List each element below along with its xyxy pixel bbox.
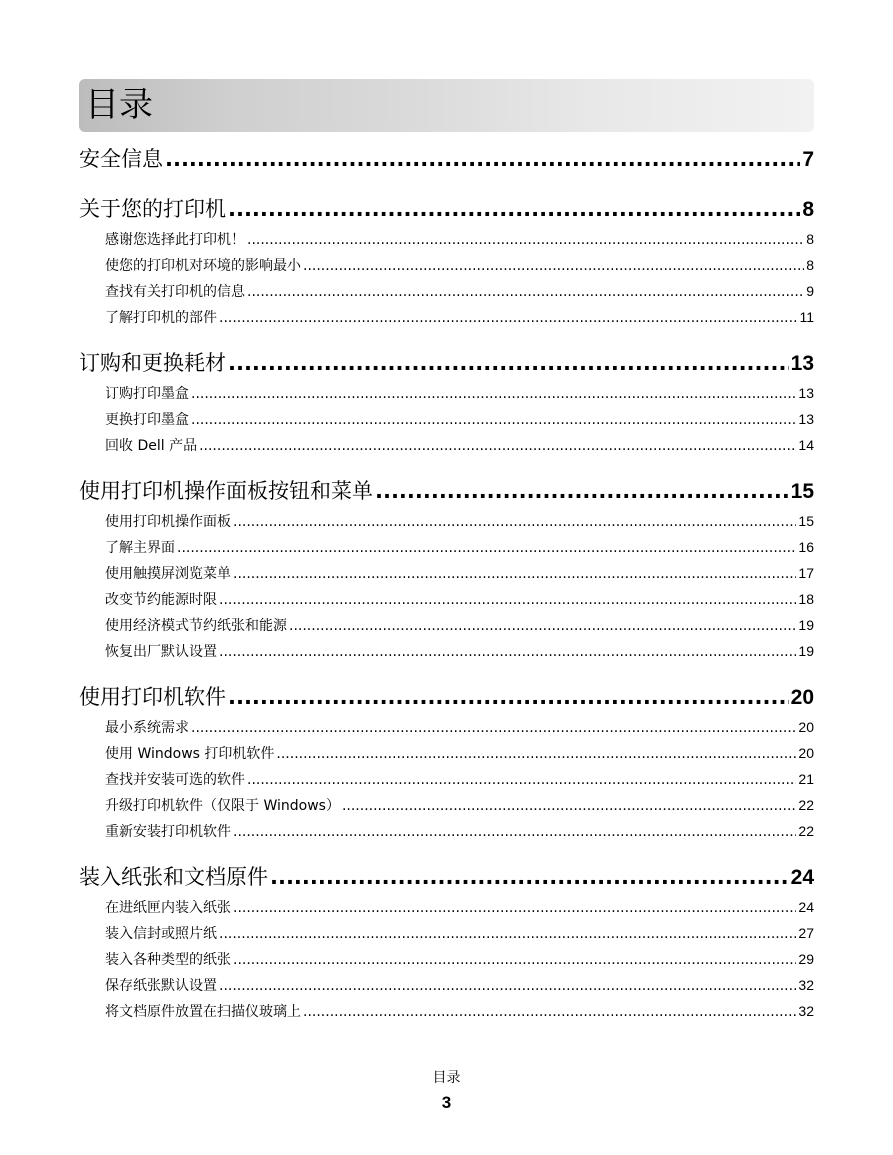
entry-page: 24 (798, 899, 814, 915)
entry-title: 回收 Dell 产品 (105, 438, 198, 454)
entry-page: 27 (798, 925, 814, 941)
dot-leader (247, 227, 804, 252)
toc-entry-row[interactable] (79, 560, 814, 586)
entry-title: 使用经济模式节约纸张和能源 (105, 618, 287, 634)
entry-title: 了解打印机的部件 (105, 310, 217, 326)
toc-section (79, 474, 814, 664)
toc-entry-row[interactable] (79, 278, 814, 304)
toc-entry-row[interactable] (79, 946, 814, 972)
dot-leader (270, 860, 789, 894)
toc-entry-row[interactable] (79, 304, 814, 330)
toc-entry-row[interactable] (79, 998, 814, 1024)
entry-title: 查找并安装可选的软件 (105, 772, 245, 788)
toc-entry-row[interactable] (79, 534, 814, 560)
entry-page: 18 (798, 591, 814, 607)
entry-title: 感谢您选择此打印机！ (105, 232, 245, 248)
toc-chapter-row[interactable] (79, 346, 814, 380)
dot-leader (276, 741, 796, 766)
toc-entry-row[interactable] (79, 638, 814, 664)
entry-page: 32 (798, 1003, 814, 1019)
toc-entry-row[interactable] (79, 508, 814, 534)
chapter-title: 关于您的打印机 (79, 197, 226, 221)
dot-leader (342, 793, 796, 818)
entry-page: 15 (798, 513, 814, 529)
entry-title: 将文档原件放置在扫描仪玻璃上 (105, 1004, 301, 1020)
entry-title: 重新安装打印机软件 (105, 824, 231, 840)
chapter-title: 安全信息 (79, 147, 163, 171)
entry-title: 装入信封或照片纸 (105, 926, 217, 942)
toc-section (79, 142, 814, 176)
chapter-page: 20 (790, 686, 814, 709)
entry-page: 8 (806, 257, 814, 273)
entry-title: 使您的打印机对环境的影响最小 (105, 258, 301, 274)
toc-section (79, 860, 814, 1024)
chapter-title: 使用打印机软件 (79, 685, 226, 709)
chapter-title: 装入纸张和文档原件 (79, 865, 268, 889)
entry-page: 20 (798, 719, 814, 735)
entry-page: 19 (798, 643, 814, 659)
dot-leader (233, 947, 796, 972)
entry-title: 保存纸张默认设置 (105, 978, 217, 994)
toc-entry-row[interactable] (79, 740, 814, 766)
entry-page: 21 (798, 771, 814, 787)
dot-leader (303, 253, 804, 278)
entry-page: 32 (798, 977, 814, 993)
toc-entry-row[interactable] (79, 714, 814, 740)
toc-entry-row[interactable] (79, 586, 814, 612)
chapter-page: 24 (790, 866, 814, 889)
dot-leader (219, 639, 796, 664)
dot-leader (219, 305, 797, 330)
toc-chapter-row[interactable] (79, 680, 814, 714)
dot-leader (165, 142, 800, 176)
toc-chapter-row[interactable] (79, 142, 814, 176)
dot-leader (228, 192, 800, 226)
dot-leader (191, 407, 796, 432)
footer-label: 目录 (432, 1070, 461, 1086)
dot-leader (219, 587, 796, 612)
dot-leader (233, 561, 796, 586)
entry-title: 装入各种类型的纸张 (105, 952, 231, 968)
entry-page: 13 (798, 385, 814, 401)
chapter-page: 8 (802, 198, 814, 221)
toc-entry-row[interactable] (79, 894, 814, 920)
entry-title: 在进纸匣内装入纸张 (105, 900, 231, 916)
entry-title: 订购打印墨盒 (105, 386, 189, 402)
toc-entry-row[interactable] (79, 766, 814, 792)
page-title: 目录 (85, 85, 153, 125)
entry-title: 查找有关打印机的信息 (105, 284, 245, 300)
toc-entry-row[interactable] (79, 792, 814, 818)
entry-title: 了解主界面 (105, 540, 175, 556)
dot-leader (228, 680, 789, 714)
dot-leader (247, 767, 796, 792)
dot-leader (191, 381, 796, 406)
dot-leader (228, 346, 789, 380)
page-number: 3 (441, 1093, 452, 1112)
dot-leader (233, 819, 796, 844)
entry-page: 14 (798, 437, 814, 453)
chapter-page: 13 (790, 352, 814, 375)
toc-chapter-row[interactable] (79, 192, 814, 226)
toc-header-banner (79, 79, 814, 132)
toc-section (79, 192, 814, 330)
entry-title: 改变节约能源时限 (105, 592, 217, 608)
entry-page: 29 (798, 951, 814, 967)
entry-title: 使用触摸屏浏览菜单 (105, 566, 231, 582)
entry-page: 22 (798, 797, 814, 813)
dot-leader (233, 895, 796, 920)
entry-page: 11 (799, 309, 814, 325)
entry-page: 9 (806, 283, 814, 299)
chapter-title: 订购和更换耗材 (79, 351, 226, 375)
entry-title: 最小系统需求 (105, 720, 189, 736)
entry-page: 13 (798, 411, 814, 427)
dot-leader (247, 279, 804, 304)
dot-leader (375, 474, 789, 508)
toc-entry-row[interactable] (79, 252, 814, 278)
toc-entry-row[interactable] (79, 972, 814, 998)
toc-entry-row[interactable] (79, 920, 814, 946)
dot-leader (177, 535, 796, 560)
chapter-page: 15 (790, 480, 814, 503)
toc-entry-row[interactable] (79, 406, 814, 432)
dot-leader (289, 613, 796, 638)
entry-page: 20 (798, 745, 814, 761)
toc-section (79, 680, 814, 844)
entry-title: 恢复出厂默认设置 (105, 644, 217, 660)
entry-page: 16 (798, 539, 814, 555)
entry-title: 使用 Windows 打印机软件 (105, 746, 275, 762)
entry-title: 更换打印墨盒 (105, 412, 189, 428)
toc-entry-row[interactable] (79, 380, 814, 406)
entry-title: 升级打印机软件（仅限于 Windows） (105, 798, 340, 814)
toc-chapter-row[interactable] (79, 860, 814, 894)
entry-page: 8 (806, 231, 814, 247)
dot-leader (199, 433, 796, 458)
chapter-title: 使用打印机操作面板按钮和菜单 (79, 479, 373, 503)
chapter-page: 7 (802, 148, 814, 171)
entry-page: 17 (798, 565, 814, 581)
toc-section (79, 346, 814, 458)
dot-leader (303, 999, 796, 1024)
toc-entry-row[interactable] (79, 818, 814, 844)
toc-chapter-row[interactable] (79, 474, 814, 508)
dot-leader (191, 715, 796, 740)
toc-entry-row[interactable] (79, 612, 814, 638)
entry-page: 19 (798, 617, 814, 633)
table-of-contents (79, 142, 814, 1024)
entry-title: 使用打印机操作面板 (105, 514, 231, 530)
dot-leader (233, 509, 796, 534)
toc-entry-row[interactable] (79, 226, 814, 252)
entry-page: 22 (798, 823, 814, 839)
dot-leader (219, 921, 796, 946)
dot-leader (219, 973, 796, 998)
toc-entry-row[interactable] (79, 432, 814, 458)
